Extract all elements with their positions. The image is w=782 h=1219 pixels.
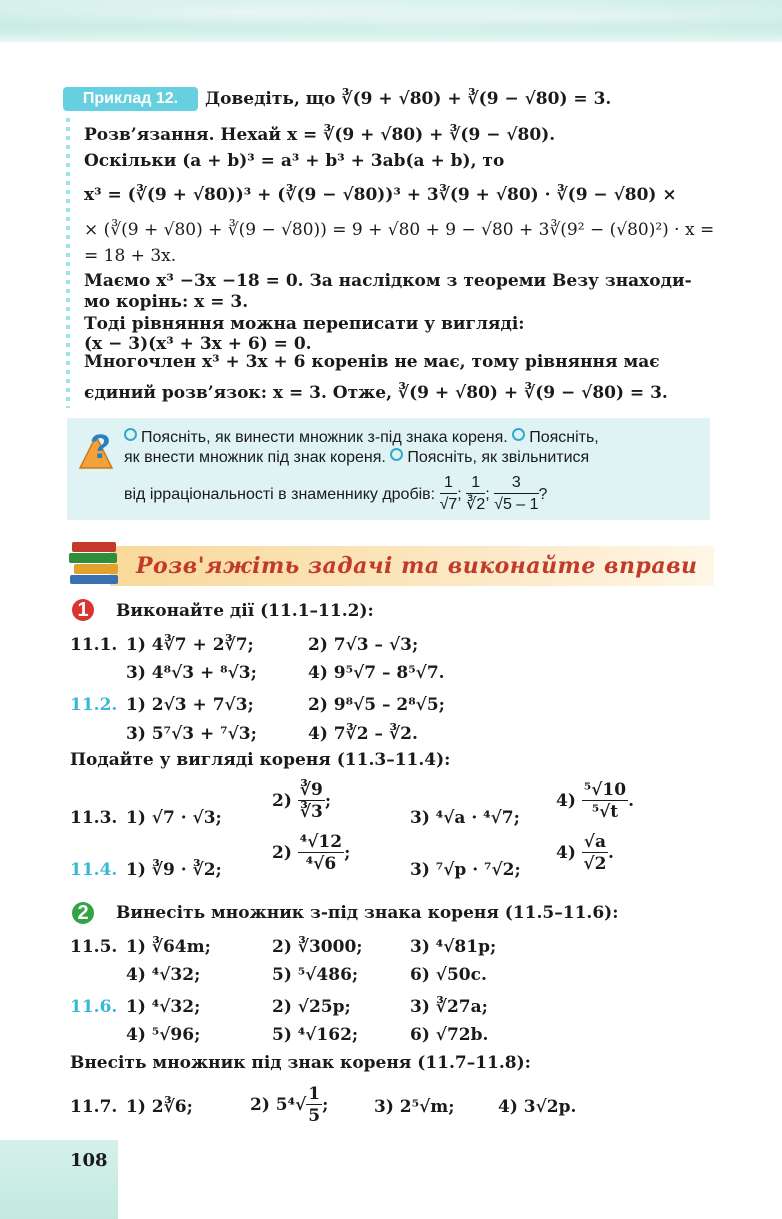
- section-title: Розв'яжіть задачі та виконайте вправи: [136, 553, 698, 579]
- exercise-item: 2) $\frac{∛9}{∛3}$ ;: [272, 780, 332, 822]
- bullet-icon: [124, 428, 137, 441]
- exercise-item: 3) ⁷√p · ⁷√2;: [410, 860, 521, 880]
- exercise-item: 5) ⁵√486;: [272, 965, 359, 985]
- exercise-11-3-number: 11.3.: [70, 808, 118, 828]
- question-line-1: [124, 427, 599, 449]
- dotted-rule: [66, 118, 70, 408]
- exercise-item: 1) ∛9 · ∛2;: [126, 860, 222, 880]
- solution-line-10: Многочлен x³ + 3x + 6 коренів не має, тому рівняння має: [84, 352, 660, 372]
- exercise-11-7-number: 11.7.: [70, 1097, 118, 1117]
- exercise-item: 6) √72b.: [410, 1025, 489, 1045]
- exercise-item: 1) 4∛7 + 2∛7;: [126, 635, 254, 655]
- question-line-3: від ірраціональності в знаменнику дробів: $\frac{1}{√7}$ ; $\frac{1}{∛2}$ ; $\frac{3}{√5 - 1}$ ?: [124, 470, 547, 520]
- exercise-item: 1) ∛64m;: [126, 937, 211, 957]
- exercise-item: 2) ∛3000;: [272, 937, 363, 957]
- solution-line-8: Тоді рівняння можна переписати у вигляді:: [84, 314, 525, 334]
- exercise-item: 2) 9⁸√5 – 2⁸√5;: [308, 695, 445, 715]
- exercise-item: 3) ⁴√81p;: [410, 937, 497, 957]
- exercise-item: 1) 2√3 + 7√3;: [126, 695, 254, 715]
- example-badge: Приклад 12.: [63, 87, 198, 111]
- page-number: 108: [70, 1150, 108, 1171]
- exercise-11-6-number: 11.6.: [70, 997, 118, 1017]
- svg-text:?: ?: [90, 428, 111, 466]
- fraction-2: $\frac{1}{∛2}$: [466, 474, 486, 514]
- question-1: Поясніть, як винести множник з-під знака кореня.: [141, 429, 508, 446]
- solution-line-4: × (∛(9 + √80) + ∛(9 − √80)) = 9 + √80 + 9 − √80 + 3∛(9² − (√80)²) · x =: [84, 220, 715, 240]
- level-2-badge: 2: [72, 902, 94, 924]
- exercise-item: 4) 9⁵√7 – 8⁵√7.: [308, 663, 445, 683]
- exercise-item: 2) 5⁴√ $\frac{1}{5}$ ;: [250, 1084, 329, 1126]
- exercise-item: 2) $\frac{\text{⁴√12}}{\text{⁴√6}}$ ;: [272, 832, 351, 874]
- exercise-11-5-number: 11.5.: [70, 937, 118, 957]
- exercise-item: 4) 7∛2 – ∛2.: [308, 724, 418, 744]
- fraction-3: $\frac{3}{√5 - 1}$: [494, 474, 539, 514]
- exercise-item: 4) $\frac{\text{⁵√10}}{\text{⁵√t}}$ .: [556, 780, 634, 822]
- solution-line-11: єдиний розв’язок: x = 3. Отже, ∛(9 + √80) + ∛(9 − √80) = 3.: [84, 383, 668, 403]
- solution-line-9: (x − 3)(x³ + 3x + 6) = 0.: [84, 334, 312, 354]
- question-3-start: Поясніть, як звільнитися: [407, 449, 590, 466]
- solution-line-2: Оскільки (a + b)³ = a³ + b³ + 3ab(a + b), то: [84, 151, 505, 171]
- exercise-item: 3) 4⁸√3 + ⁸√3;: [126, 663, 257, 683]
- question-mark-icon: [74, 424, 118, 474]
- solution-line-1: Розв’язання. Нехай x = ∛(9 + √80) + ∛(9 − √80).: [84, 125, 556, 145]
- level-1-heading: Виконайте дії (11.1–11.2):: [116, 601, 374, 621]
- exercise-item: 4) ⁵√96;: [126, 1025, 201, 1045]
- exercise-item: 1) √7 · √3;: [126, 808, 222, 828]
- fraction-1: $\frac{1}{√7}$: [439, 474, 458, 514]
- exercise-item: 4) ⁴√32;: [126, 965, 201, 985]
- question-2-end: як внести множник під знак кореня.: [124, 449, 386, 466]
- solution-line-7: мо корінь: x = 3.: [84, 292, 249, 312]
- exercise-item: 2) √25p;: [272, 997, 351, 1017]
- exercise-item: 3) ∛27a;: [410, 997, 488, 1017]
- question-2-start: Поясніть,: [529, 429, 599, 446]
- exercise-item: 4) $\frac{√a}{√2}$ .: [556, 832, 614, 874]
- exercise-item: 6) √50c.: [410, 965, 487, 985]
- question-line-2: [124, 447, 589, 469]
- level-1-badge: 1: [72, 599, 94, 621]
- exercise-item: 3) 2⁵√m;: [374, 1097, 455, 1117]
- exercise-item: 3) 5⁷√3 + ⁷√3;: [126, 724, 257, 744]
- books-icon: [66, 536, 124, 586]
- exercise-item: 1) 2∛6;: [126, 1097, 193, 1117]
- exercise-item: 5) ⁴√162;: [272, 1025, 359, 1045]
- example-statement: Доведіть, що ∛(9 + √80) + ∛(9 − √80) = 3.: [205, 89, 612, 109]
- exercise-item: 1) ⁴√32;: [126, 997, 201, 1017]
- exercise-11-4-number: 11.4.: [70, 860, 118, 880]
- exercise-item: 4) 3√2p.: [498, 1097, 577, 1117]
- bullet-icon: [390, 448, 403, 461]
- bullet-icon: [512, 428, 525, 441]
- solution-line-6: Маємо x³ −3x −18 = 0. За наслідком з теореми Везу знаходи-: [84, 271, 692, 291]
- solution-line-5: = 18 + 3x.: [84, 246, 177, 266]
- level-2-heading: Винесіть множник з-під знака кореня (11.5–11.6):: [116, 903, 619, 923]
- exercise-11-2-number: 11.2.: [70, 695, 118, 715]
- solution-line-3: x³ = (∛(9 + √80))³ + (∛(9 − √80))³ + 3∛(9 + √80) · ∛(9 − √80) ×: [84, 185, 677, 205]
- exercise-11-1-number: 11.1.: [70, 635, 118, 655]
- question-3-end: від ірраціональності в знаменнику дробів:: [124, 486, 436, 503]
- level-2-heading-2: Внесіть множник під знак кореня (11.7–11.8):: [70, 1053, 531, 1073]
- top-decoration: [0, 0, 782, 42]
- exercise-item: 2) 7√3 – √3;: [308, 635, 419, 655]
- level-1-heading-2: Подайте у вигляді кореня (11.3–11.4):: [70, 750, 451, 770]
- exercise-item: 3) ⁴√a · ⁴√7;: [410, 808, 520, 828]
